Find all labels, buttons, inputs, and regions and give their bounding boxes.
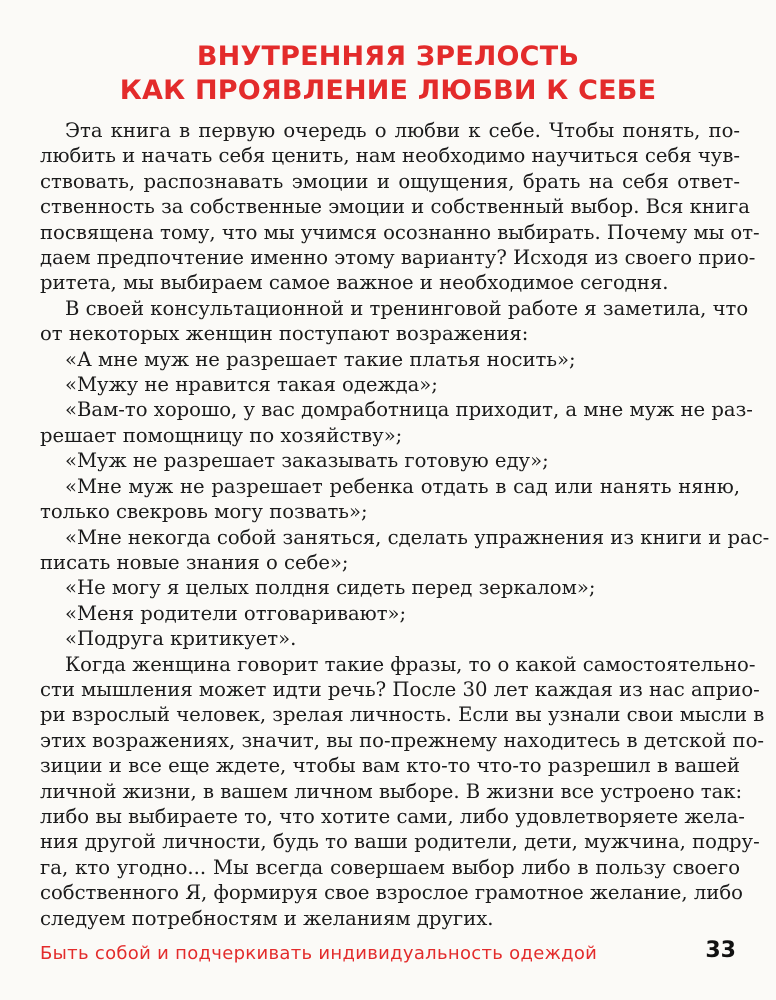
quote-line: «Мне муж не разрешает ребенка отдать в сад или нанять няню,	[65, 474, 740, 498]
text-line: га, кто угодно... Мы всегда совершаем выбор либо в пользу своего	[40, 855, 740, 879]
text-line: зиции и все еще ждете, чтобы вам кто-то что-то разрешил в вашей	[40, 754, 740, 778]
text-line: либо вы выбираете то, что хотите сами, либо удовлетворяете жела-	[40, 804, 745, 828]
text-line: Когда женщина говорит такие фразы, то о какой самостоятельно-	[65, 652, 756, 676]
text-line: посвящена тому, что мы учимся осознанно выбирать. Почему мы от-	[40, 220, 760, 244]
quote-line: «Меня родители отговаривают»;	[65, 601, 407, 625]
running-footer-title: Быть собой и подчеркивать индивидуальность одеждой	[40, 943, 598, 964]
quote-line: писать новые знания о себе»;	[40, 550, 349, 574]
text-line: собственного Я, формируя свое взрослое грамотное желание, либо	[40, 881, 743, 905]
quote-line: «Подруга критикует».	[65, 627, 297, 651]
text-line: личной жизни, в вашем личном выборе. В жизни все устроено так:	[40, 779, 743, 803]
text-line: следуем потребностям и желаниям других.	[40, 906, 494, 930]
page-number: 33	[705, 938, 736, 963]
text-line: ния другой личности, будь то ваши родители, дети, мужчина, подру-	[40, 830, 760, 854]
chapter-title-line-1: ВНУТРЕННЯЯ ЗРЕЛОСТЬ	[196, 41, 580, 72]
chapter-title-line-2: КАК ПРОЯВЛЕНИЕ ЛЮБВИ К СЕБЕ	[119, 75, 657, 106]
quote-line: «А мне муж не разрешает такие платья носить»;	[65, 347, 576, 371]
text-line: В своей консультационной и тренинговой работе я заметила, что	[65, 296, 749, 320]
text-line: ственность за собственные эмоции и собственный выбор. Вся книга	[40, 195, 750, 219]
quote-line: «Мужу не нравится такая одежда»;	[65, 373, 438, 397]
quote-line: «Муж не разрешает заказывать готовую еду»;	[65, 449, 549, 473]
quote-line: «Не могу я целых полдня сидеть перед зеркалом»;	[65, 576, 596, 600]
quote-line: только свекровь могу позвать»;	[40, 500, 368, 524]
text-line: Эта книга в первую очередь о любви к себе. Чтобы понять, по-	[65, 119, 740, 142]
text-line: любить и начать себя ценить, нам необходимо научиться себя чув-	[40, 144, 740, 168]
body-text	[40, 118, 770, 931]
text-line: от некоторых женщин поступают возражения:	[40, 322, 529, 346]
quote-line: решает помощницу по хозяйству»;	[40, 423, 403, 447]
quote-line: «Мне некогда собой заняться, сделать упражнения из книги и рас-	[65, 525, 770, 549]
text-line: сти мышления может идти речь? После 30 лет каждая из нас априо-	[40, 677, 760, 701]
chapter-title	[0, 40, 776, 108]
text-line: ри взрослый человек, зрелая личность. Если вы узнали свои мысли в	[40, 703, 765, 727]
text-line: ствовать, распознавать эмоции и ощущения, брать на себя ответ-	[40, 169, 740, 193]
text-line: даем предпочтение именно этому варианту? Исходя из своего прио-	[40, 246, 756, 270]
quote-line: «Вам-то хорошо, у вас домработница приходит, а мне муж не раз-	[65, 398, 753, 422]
text-line: ритета, мы выбираем самое важное и необходимое сегодня.	[40, 271, 669, 295]
text-line: этих возражениях, значит, вы по-прежнему находитесь в детской по-	[40, 728, 764, 752]
